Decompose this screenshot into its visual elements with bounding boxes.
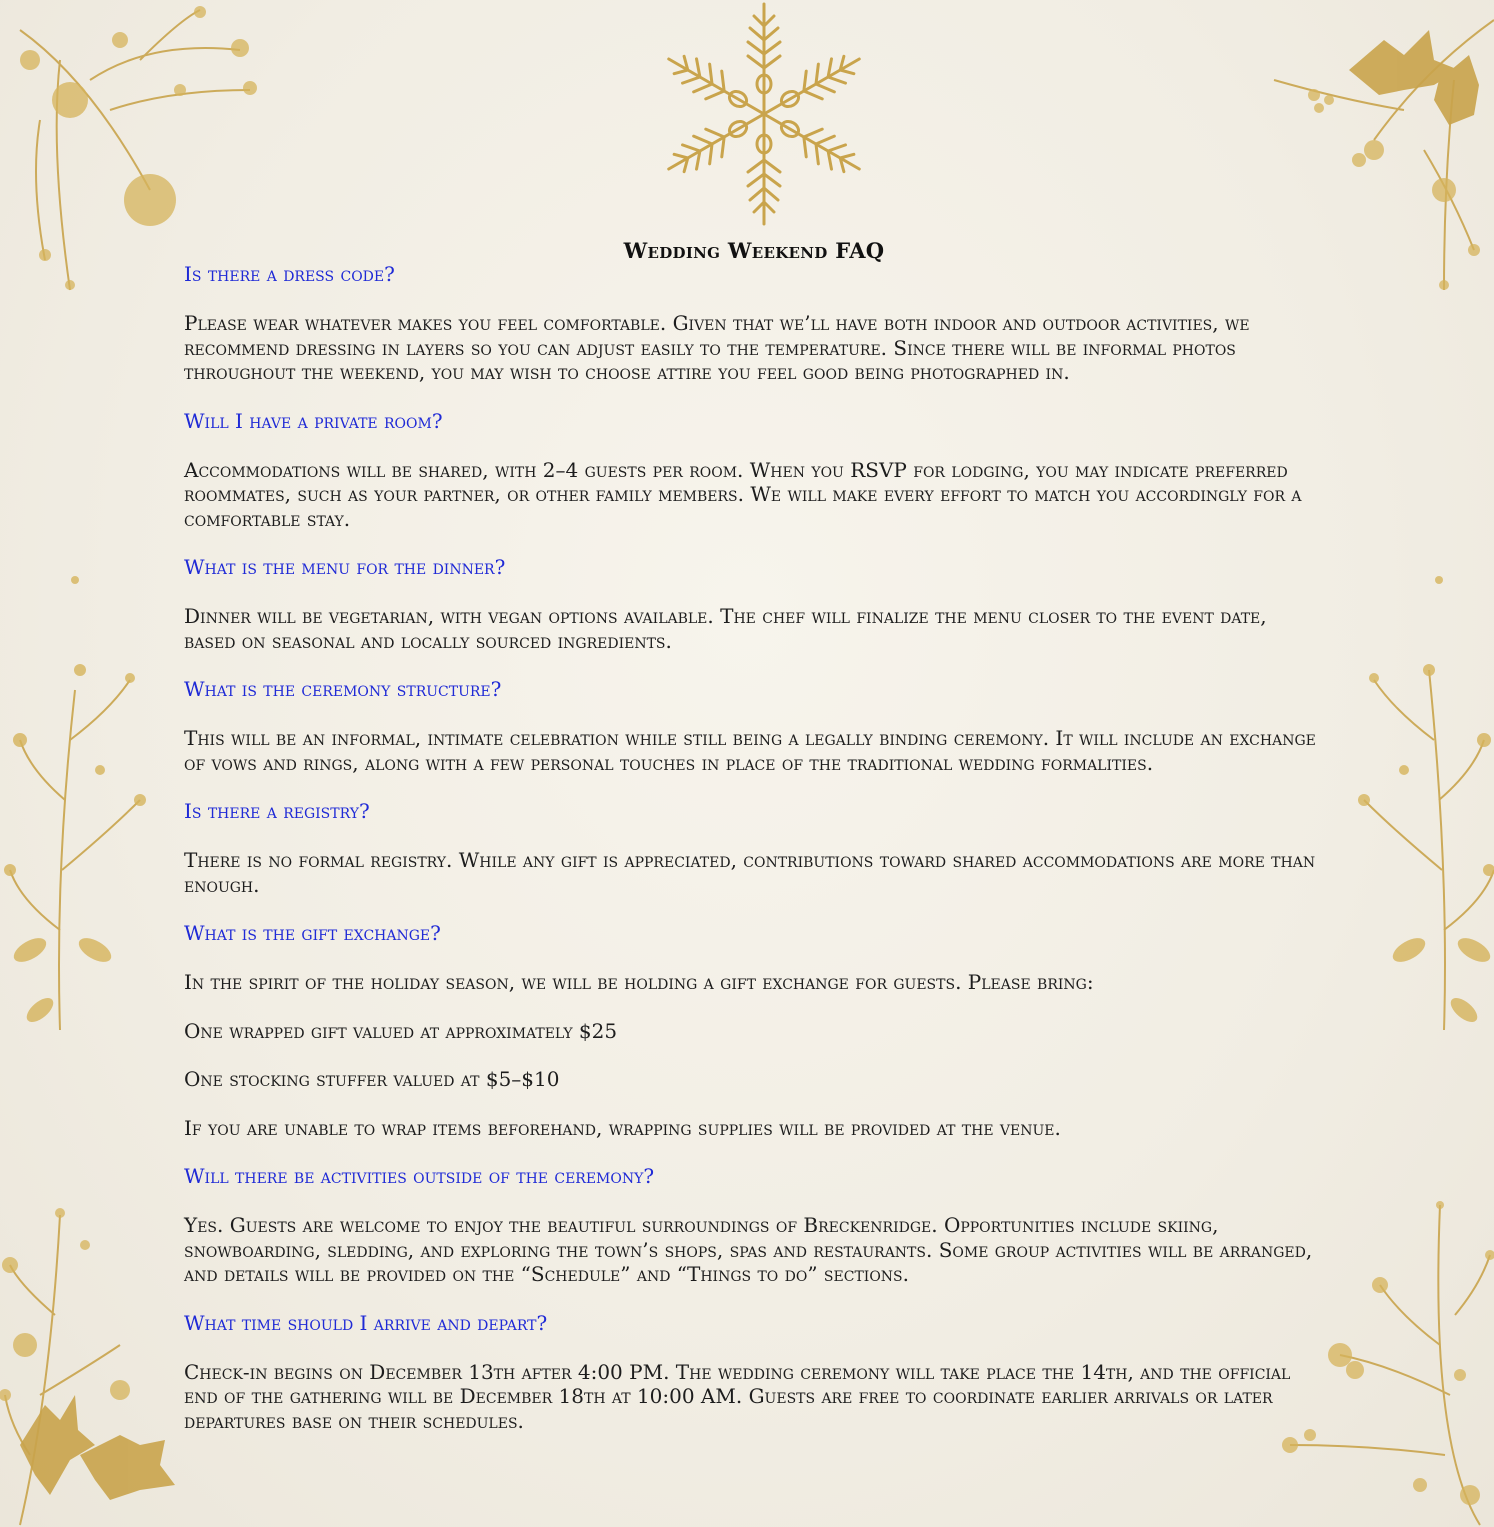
faq-question-link[interactable]: What is the menu for the dinner? xyxy=(184,555,506,579)
faq-answer-paragraph: Yes. Guests are welcome to enjoy the beautiful surroundings of Breckenridge. Opportunities include skiing, snowboarding, sledding, and exploring the town’s shops, spas and restaurants. Some group activities will be arranged, and details will be provided on the “Schedule” and “Things to do” sections. xyxy=(184,1213,1313,1286)
holly-floral-bottom-left-icon xyxy=(0,1195,200,1527)
faq-answer-paragraph: One stocking stuffer valued at $5–$10 xyxy=(184,1067,560,1091)
faq-question-link[interactable]: Is there a registry? xyxy=(184,799,370,823)
faq-answer-paragraph: Accommodations will be shared, with 2–4 guests per room. When you RSVP for lodging, you may indicate preferred roommates, such as your partner, or other family members. We will make every effort to match you accordingly for a comfortable stay. xyxy=(184,457,1302,531)
faq-item xyxy=(184,799,1324,897)
faq-item xyxy=(184,1164,1324,1287)
faq-item xyxy=(184,555,1324,653)
faq-answer xyxy=(184,970,1324,1140)
faq-question-link[interactable]: Will I have a private room? xyxy=(184,408,443,433)
faq-item xyxy=(184,409,1324,532)
faq-content xyxy=(184,240,1324,1457)
faq-item xyxy=(184,1311,1324,1434)
faq-answer-paragraph: There is no formal registry. While any gift is appreciated, contributions toward shared accommodations are more than enough. xyxy=(184,848,1316,897)
faq-question-link[interactable]: Is there a dress code? xyxy=(184,262,395,286)
faq-answer xyxy=(184,1213,1324,1287)
faq-answer-paragraph: In the spirit of the holiday season, we will be holding a gift exchange for guests. Please bring: xyxy=(184,970,1094,994)
faq-answer-paragraph: Check-in begins on December 13th after 4:00 PM. The wedding ceremony will take place the 14th, and the official end of the gathering will be December 18th at 10:00 AM. Guests are free to coordinate earlier arrivals or later departures base on their schedules. xyxy=(184,1359,1291,1433)
page-title: Wedding Weekend FAQ xyxy=(623,238,885,263)
faq-answer xyxy=(184,458,1324,532)
faq-answer-paragraph: This will be an informal, intimate celebration while still being a legally binding ceremony. It will include an exchange of vows and rings, along with a few personal touches in place of the traditional wedding formalities. xyxy=(184,726,1316,775)
branch-right-icon xyxy=(1334,570,1494,1040)
faq-answer xyxy=(184,604,1324,653)
faq-answer-paragraph: One wrapped gift valued at approximately $25 xyxy=(184,1018,618,1043)
faq-item xyxy=(184,262,1324,385)
branch-left-icon xyxy=(0,570,160,1040)
faq-item xyxy=(184,677,1324,775)
faq-question-link[interactable]: What is the gift exchange? xyxy=(184,921,441,945)
faq-question-link[interactable]: What is the ceremony structure? xyxy=(184,677,502,701)
faq-answer-paragraph: Please wear whatever makes you feel comfortable. Given that we’ll have both indoor and outdoor activities, we recommend dressing in layers so you can adjust easily to the temperature. Since there will be informal photos throughout the weekend, you may wish to choose attire you feel good being photographed in. xyxy=(184,311,1250,384)
faq-question-link[interactable]: Will there be activities outside of the ceremony? xyxy=(184,1164,655,1188)
snowflake-icon xyxy=(664,0,864,228)
faq-answer xyxy=(184,1360,1324,1434)
faq-answer xyxy=(184,848,1324,897)
faq-answer xyxy=(184,726,1324,775)
faq-item xyxy=(184,921,1324,1140)
faq-question-link[interactable]: What time should I arrive and depart? xyxy=(184,1310,548,1335)
faq-answer xyxy=(184,311,1324,385)
faq-answer-paragraph: If you are unable to wrap items beforehand, wrapping supplies will be provided at the venue. xyxy=(184,1115,1061,1140)
faq-list xyxy=(184,262,1324,1433)
faq-answer-paragraph: Dinner will be vegetarian, with vegan options available. The chef will finalize the menu closer to the event date, based on seasonal and locally sourced ingredients. xyxy=(184,604,1267,653)
